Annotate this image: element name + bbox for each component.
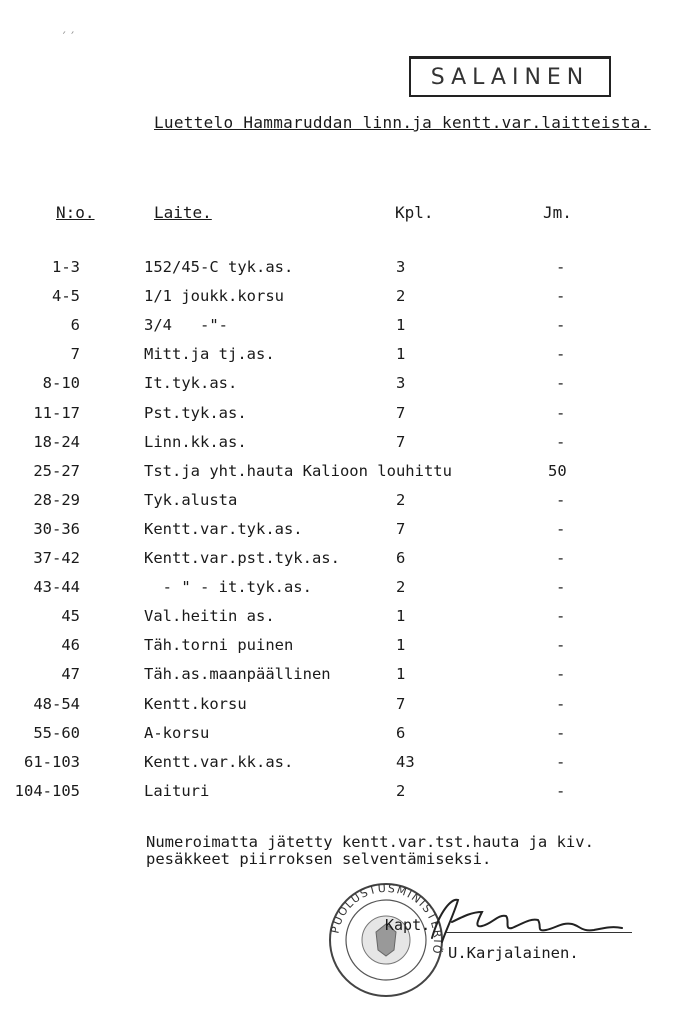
row-quantity: 2	[396, 578, 406, 597]
footnote-line-2: pesäkkeet piirroksen selventämiseksi.	[146, 850, 492, 868]
row-quantity: 3	[396, 374, 406, 393]
table-row	[0, 549, 676, 575]
row-equipment: Linn.kk.as.	[144, 432, 247, 451]
table-row	[0, 753, 676, 779]
row-meters: -	[556, 345, 566, 364]
row-equipment: Kentt.var.pst.tyk.as.	[144, 549, 340, 567]
table-row	[0, 636, 676, 662]
header-kpl: Kpl.	[395, 203, 434, 222]
row-number: 37-42	[33, 549, 80, 567]
row-equipment: 3/4 -"-	[144, 316, 228, 335]
table-row	[0, 316, 676, 342]
row-number: 11-17	[33, 403, 80, 422]
row-number: 45	[61, 607, 80, 626]
row-number: 48-54	[33, 694, 80, 713]
row-number: 43-44	[33, 578, 80, 597]
row-equipment: Kentt.var.kk.as.	[144, 752, 294, 771]
table-row	[0, 724, 676, 750]
row-number: 18-24	[33, 432, 80, 451]
header-no: N:o.	[56, 203, 95, 222]
row-number: 61-103	[24, 752, 80, 771]
row-quantity: 43	[396, 752, 415, 771]
row-equipment: 1/1 joukk.korsu	[144, 287, 284, 306]
row-quantity: 1	[396, 607, 406, 626]
row-number: 104-105	[14, 781, 80, 800]
row-quantity: 2	[396, 781, 406, 800]
document-title: Luettelo Hammaruddan linn.ja kentt.var.laitteista.	[154, 113, 651, 132]
row-quantity: 6	[396, 549, 406, 567]
margin-mark: ′′	[60, 30, 77, 46]
row-equipment: Laituri	[144, 781, 210, 800]
row-equipment: Kentt.var.tyk.as.	[144, 519, 303, 538]
row-meters: -	[556, 723, 566, 742]
signature-line	[446, 932, 632, 933]
handwritten-signature	[412, 890, 632, 950]
row-equipment: Täh.as.maanpäällinen	[144, 665, 331, 684]
row-quantity: 6	[396, 723, 406, 742]
row-number: 4-5	[52, 287, 80, 306]
row-number: 6	[70, 316, 80, 335]
row-meters: -	[556, 258, 566, 276]
row-quantity: 7	[396, 403, 406, 422]
row-meters: -	[556, 316, 566, 335]
table-row	[0, 491, 676, 517]
row-quantity: 1	[396, 636, 406, 655]
table-row	[0, 433, 676, 459]
row-meters: -	[556, 578, 566, 597]
table-row	[0, 665, 676, 691]
row-meters: -	[556, 607, 566, 626]
row-number: 30-36	[33, 519, 80, 538]
row-quantity: 1	[396, 316, 406, 335]
signer-name: U.Karjalainen.	[448, 944, 579, 962]
table-row	[0, 345, 676, 371]
row-number: 47	[61, 665, 80, 684]
table-row	[0, 404, 676, 430]
table-row	[0, 258, 676, 284]
row-quantity: 7	[396, 519, 406, 538]
table-row	[0, 287, 676, 313]
row-meters: -	[556, 665, 566, 684]
row-equipment: It.tyk.as.	[144, 374, 238, 393]
row-meters: -	[556, 636, 566, 655]
header-laite: Laite.	[154, 203, 212, 222]
header-jm: Jm.	[543, 203, 572, 222]
row-meters: -	[556, 374, 566, 393]
row-equipment: Tst.ja yht.hauta Kalioon louhittu	[144, 461, 452, 480]
signer-rank: Kapt.	[385, 916, 431, 934]
row-meters: -	[556, 403, 566, 422]
row-equipment: Mitt.ja tj.as.	[144, 345, 275, 364]
row-number: 55-60	[33, 723, 80, 742]
footnote-line-1: Numeroimatta jätetty kentt.var.tst.hauta ja kiv.	[146, 833, 594, 851]
table-row	[0, 607, 676, 633]
table-row	[0, 782, 676, 808]
row-equipment: Täh.torni puinen	[144, 636, 294, 655]
row-equipment: Kentt.korsu	[144, 694, 247, 713]
stamp-text: SALAINEN	[430, 64, 590, 90]
row-quantity: 7	[396, 694, 406, 713]
table-row	[0, 520, 676, 546]
row-equipment: A-korsu	[144, 723, 210, 742]
row-quantity: 1	[396, 345, 406, 364]
row-quantity: 1	[396, 665, 406, 684]
table-row	[0, 374, 676, 400]
row-meters: 50	[548, 461, 567, 480]
row-meters: -	[556, 287, 566, 306]
row-meters: -	[556, 752, 566, 771]
row-number: 8-10	[42, 374, 80, 393]
row-quantity: 3	[396, 258, 406, 276]
table-row	[0, 695, 676, 721]
svg-text:PUOLUSTUSMINISTERIÖ: PUOLUSTUSMINISTERIÖ	[328, 881, 445, 957]
table-row	[0, 578, 676, 604]
row-quantity: 2	[396, 490, 406, 509]
row-quantity: 2	[396, 287, 406, 306]
row-meters: -	[556, 781, 566, 800]
row-number: 46	[61, 636, 80, 655]
row-meters: -	[556, 490, 566, 509]
row-number: 7	[70, 345, 80, 364]
row-equipment: - " - it.tyk.as.	[144, 578, 312, 597]
row-equipment: Val.heitin as.	[144, 607, 275, 626]
row-equipment: 152/45-C tyk.as.	[144, 258, 294, 276]
row-number: 1-3	[52, 258, 80, 276]
row-equipment: Tyk.alusta	[144, 490, 238, 509]
classification-stamp	[409, 56, 611, 97]
row-number: 25-27	[33, 461, 80, 480]
table-row	[0, 462, 676, 488]
row-number: 28-29	[33, 490, 80, 509]
row-equipment: Pst.tyk.as.	[144, 403, 247, 422]
row-quantity: 7	[396, 432, 406, 451]
row-meters: -	[556, 432, 566, 451]
row-meters: -	[556, 694, 566, 713]
footnote	[146, 834, 594, 868]
row-meters: -	[556, 519, 566, 538]
row-meters: -	[556, 549, 566, 567]
